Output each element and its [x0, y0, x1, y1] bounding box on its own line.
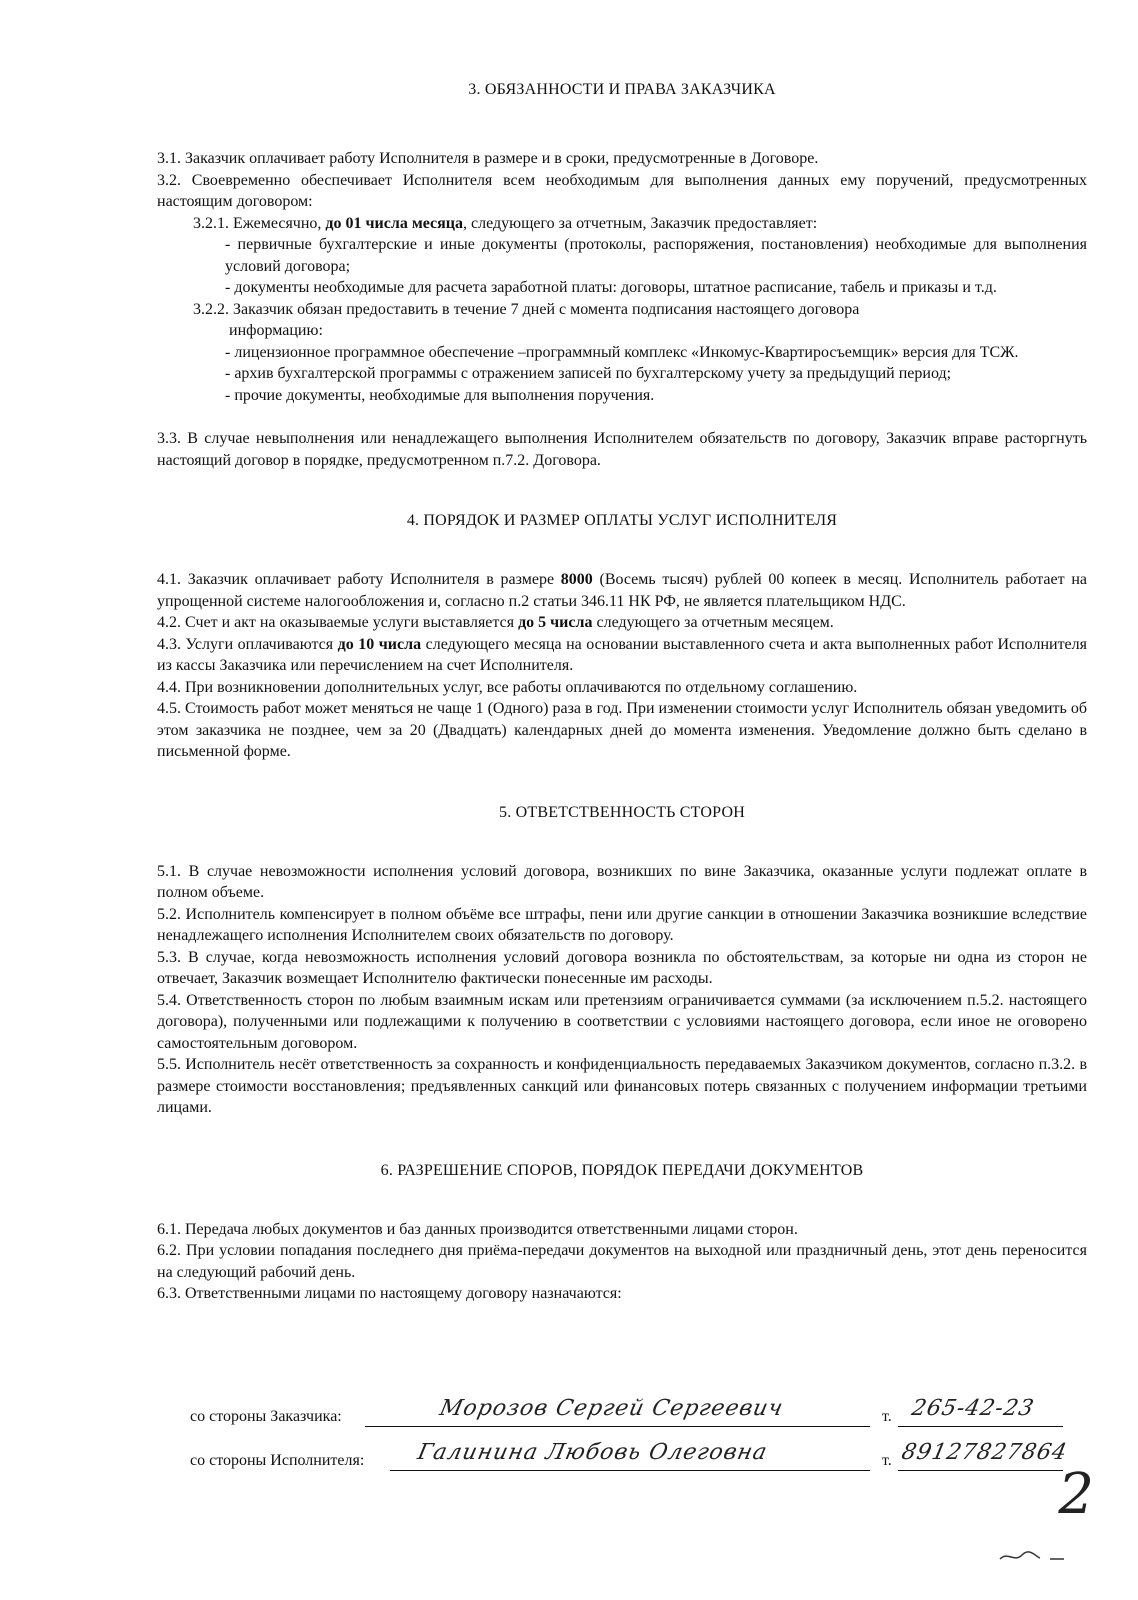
customer-label: со стороны Заказчика:: [190, 1408, 342, 1425]
contractor-responsible-row: [190, 1440, 1090, 1474]
customer-responsible-row: [190, 1396, 1070, 1430]
section-6-title: 6. РАЗРЕШЕНИЕ СПОРОВ, ПОРЯДОК ПЕРЕДАЧИ ДОКУМЕНТОВ: [380, 1161, 864, 1179]
clause-5-3: 5.3. В случае, когда невозможность исполнения условий договора возникла по обстоятельствам, за которые ни одна из сторон не отвечает, Заказчик возмещает Исполнителю фактически понесенные им расходы.: [157, 948, 1087, 987]
customer-name-handwritten: Морозов Сергей Сергеевич: [437, 1396, 786, 1421]
clause-3-2-1-item-2: - документы необходимые для расчета заработной платы: договоры, штатное расписание, табель и приказы и т.д.: [225, 279, 997, 296]
clause-4-3-deadline: до 10 числа: [337, 635, 422, 653]
section-3-title: 3. ОБЯЗАННОСТИ И ПРАВА ЗАКАЗЧИКА: [468, 81, 776, 98]
contractor-name-line: [390, 1470, 870, 1471]
clause-4-2: [157, 612, 1087, 634]
clause-3-3: 3.3. В случае невыполнения или ненадлежащего выполнения Исполнителем обязательств по договору, Заказчик вправе расторгнуть настоящий договор в порядке, предусмотренном п.7.2. Договора.: [157, 430, 1087, 469]
clause-4-4: 4.4. При возникновении дополнительных услуг, все работы оплачиваются по отдельному соглашению.: [157, 678, 858, 696]
clause-3-2-2-item-3: - прочие документы, необходимые для выполнения поручения.: [225, 386, 655, 404]
clause-5-5: 5.5. Исполнитель несёт ответственность за сохранность и конфиденциальность передаваемых Заказчиком документов, согласно п.3.2. в размере стоимости восстановления; предъявленных санкций или финансовых потерь связанных с получением информации третьими лицами.: [157, 1056, 1087, 1116]
clause-3-2: 3.2. Своевременно обеспечивает Исполнителя всем необходимым для выполнения данных ему поручений, предусмотренных настоящим договором:: [157, 171, 1087, 210]
clause-4-1-amount: 8000: [560, 571, 593, 588]
clause-3-2-2-item-1: - лицензионное программное обеспечение –программный комплекс «Инкомус-Квартиросъемщик» версия для ТСЖ.: [225, 343, 1019, 361]
contractor-phone-line: [898, 1470, 1063, 1471]
clause-3-1: 3.1. Заказчик оплачивает работу Исполнителя в размере и в сроки, предусмотренные в Договоре.: [157, 150, 819, 167]
clause-3-2-2-cont: информацию:: [229, 322, 323, 339]
contractor-phone-handwritten: 89127827864: [899, 1440, 1070, 1465]
clause-4-2-text: 4.2. Счет и акт на оказываемые услуги выставляется: [157, 614, 519, 631]
clause-5-1: 5.1. В случае невозможности исполнения условий договора, возникших по вине Заказчика, оказанные услуги подлежат оплате в полном объеме.: [157, 862, 1087, 901]
customer-phone-handwritten: 265-42-23: [909, 1396, 1037, 1421]
clause-3-2-1-text-end: , следующего за отчетным, Заказчик предоставляет:: [463, 214, 818, 232]
clause-4-1-text-end: (Восемь тысяч) рублей 00 копеек в месяц. Исполнитель работает на упрощенной системе налогообложения и, согласно п.2 статьи 346.11 НК РФ, не является плательщиком НДС.: [157, 571, 1087, 610]
clause-3-2-1-item-1: - первичные бухгалтерские и иные документы (протоколы, распоряжения, постановления) необходимые для выполнения условий договора;: [225, 236, 1087, 275]
initials-scribble: [998, 1545, 1068, 1565]
clause-4-2-deadline: до 5 числа: [518, 614, 593, 631]
clause-4-1-text: 4.1. Заказчик оплачивает работу Исполнителя в размере: [157, 571, 561, 588]
contractor-name-handwritten: Галинина Любовь Олеговна: [415, 1440, 770, 1465]
clause-5-4: 5.4. Ответственность сторон по любым взаимным искам или претензиям ограничивается суммами (за исключением п.5.2. настоящего договора), полученными или подлежащими к получению в соответствии с условиями настоящего договора, если иное не оговорено самостоятельным договором.: [157, 991, 1087, 1052]
clause-3-2-2: 3.2.2. Заказчик обязан предоставить в течение 7 дней с момента подписания настоящего договора: [193, 300, 860, 318]
page-number-handwritten: 2: [1058, 1462, 1094, 1527]
clause-4-2-text-end: следующего за отчетным месяцем.: [592, 614, 834, 631]
customer-phone-label: т.: [882, 1408, 892, 1425]
clause-3-2-1-text: 3.2.1. Ежемесячно,: [193, 214, 326, 232]
contractor-phone-label: т.: [882, 1452, 892, 1469]
clause-3-2-2-item-2: - архив бухгалтерской программы с отражением записей по бухгалтерскому учету за предыдущий период;: [225, 365, 952, 382]
clause-4-5: 4.5. Стоимость работ может меняться не чаще 1 (Одного) раза в год. При изменении стоимости услуг Исполнитель обязан уведомить об этом заказчика не позднее, чем за 20 (Двадцать) календарных дней до момента изменения. Уведомление должно быть сделано в письменной форме.: [157, 700, 1087, 760]
clause-4-3-text: 4.3. Услуги оплачиваются: [157, 635, 338, 653]
clause-4-1: [157, 569, 1087, 612]
customer-phone-line: [898, 1426, 1063, 1427]
contractor-label: со стороны Исполнителя:: [190, 1452, 365, 1469]
clause-6-3: 6.3. Ответственными лицами по настоящему договору назначаются:: [157, 1285, 622, 1302]
clause-4-3: [157, 634, 1087, 677]
clause-3-2-1: [157, 213, 1087, 235]
clause-6-2: 6.2. При условии попадания последнего дня приёма-передачи документов на выходной или праздничный день, этот день переносится на следующий рабочий день.: [157, 1242, 1087, 1281]
clause-4-3-text-end: следующего месяца на основании выставленного счета и акта выполненных работ Исполнителя из кассы Заказчика или перечислением на счет Исполнителя.: [157, 635, 1088, 674]
section-4-title: 4. ПОРЯДОК И РАЗМЕР ОПЛАТЫ УСЛУГ ИСПОЛНИТЕЛЯ: [406, 512, 838, 529]
clause-5-2: 5.2. Исполнитель компенсирует в полном объёме все штрафы, пени или другие санкции в отношении Заказчика возникшие вследствие ненадлежащего исполнения Исполнителем своих обязательств по договору.: [157, 905, 1087, 944]
document-body: [157, 78, 1087, 1305]
clause-6-1: 6.1. Передача любых документов и баз данных производится ответственными лицами сторон.: [157, 1220, 798, 1238]
section-5-title: 5. ОТВЕТСТВЕННОСТЬ СТОРОН: [499, 803, 745, 821]
customer-name-line: [365, 1426, 870, 1427]
clause-3-2-1-deadline: до 01 числа месяца: [325, 214, 464, 232]
